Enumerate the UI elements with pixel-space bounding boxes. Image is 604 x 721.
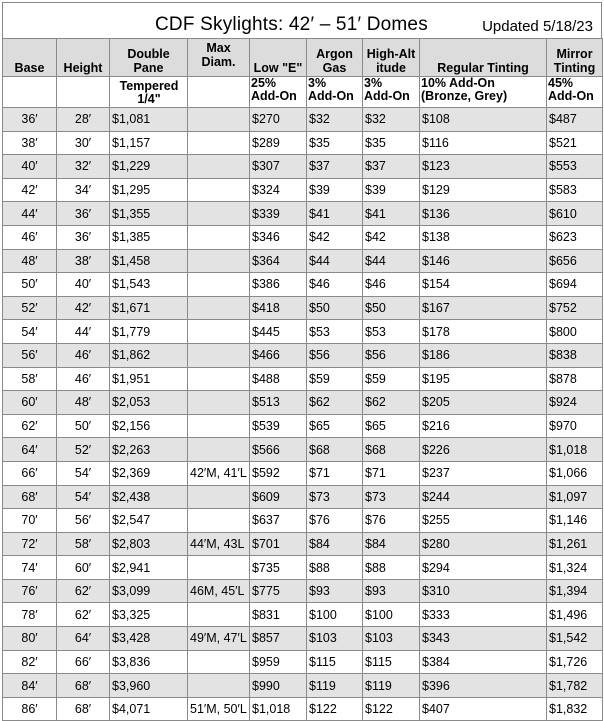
cell-height: 62′ [57,603,110,627]
cell-argon-gas: $73 [307,485,363,509]
cell-max-diam: 42′M, 41′L [188,461,250,485]
cell-low-e: $466 [250,343,307,367]
cell-high-altitude: $119 [363,674,420,698]
cell-max-diam: 46M, 45′L [188,579,250,603]
cell-low-e: $701 [250,532,307,556]
cell-mirror-tinting: $610 [547,202,603,226]
cell-regular-tinting: $116 [420,131,547,155]
cell-low-e: $445 [250,320,307,344]
header-row [3,39,603,77]
cell-high-altitude: $73 [363,485,420,509]
table-row [3,202,603,226]
cell-double-pane: $2,803 [110,532,188,556]
cell-base: 80′ [3,627,57,651]
header-double-pane: Double Pane [110,39,188,77]
cell-mirror-tinting: $694 [547,273,603,297]
table-row [3,674,603,698]
cell-high-altitude: $65 [363,414,420,438]
cell-base: 54′ [3,320,57,344]
cell-argon-gas: $35 [307,131,363,155]
cell-max-diam: 44′M, 43L [188,532,250,556]
cell-regular-tinting: $237 [420,461,547,485]
cell-low-e: $346 [250,225,307,249]
cell-double-pane: $1,385 [110,225,188,249]
cell-height: 54′ [57,485,110,509]
cell-mirror-tinting: $1,066 [547,461,603,485]
cell-regular-tinting: $255 [420,509,547,533]
cell-double-pane: $1,779 [110,320,188,344]
cell-low-e: $386 [250,273,307,297]
cell-low-e: $289 [250,131,307,155]
header-height: Height [57,39,110,77]
cell-double-pane: $2,547 [110,509,188,533]
cell-argon-gas: $115 [307,650,363,674]
cell-regular-tinting: $195 [420,367,547,391]
cell-double-pane: $2,053 [110,391,188,415]
cell-height: 46′ [57,367,110,391]
cell-max-diam [188,603,250,627]
cell-double-pane: $2,369 [110,461,188,485]
cell-argon-gas: $100 [307,603,363,627]
cell-height: 28′ [57,108,110,132]
cell-base: 72′ [3,532,57,556]
cell-argon-gas: $88 [307,556,363,580]
cell-max-diam [188,485,250,509]
cell-high-altitude: $44 [363,249,420,273]
subheader-row [3,77,603,108]
cell-regular-tinting: $244 [420,485,547,509]
cell-max-diam [188,556,250,580]
cell-mirror-tinting: $656 [547,249,603,273]
table-row [3,178,603,202]
cell-regular-tinting: $343 [420,627,547,651]
subheader-argon-gas: 3% Add-On [307,77,363,108]
cell-max-diam [188,367,250,391]
cell-argon-gas: $59 [307,367,363,391]
cell-argon-gas: $103 [307,627,363,651]
cell-mirror-tinting: $1,261 [547,532,603,556]
cell-regular-tinting: $294 [420,556,547,580]
cell-double-pane: $1,862 [110,343,188,367]
cell-high-altitude: $71 [363,461,420,485]
cell-mirror-tinting: $1,496 [547,603,603,627]
cell-max-diam [188,391,250,415]
cell-regular-tinting: $396 [420,674,547,698]
cell-argon-gas: $39 [307,178,363,202]
cell-height: 68′ [57,697,110,721]
cell-double-pane: $2,263 [110,438,188,462]
table-row [3,155,603,179]
header-max-diam: Max Diam. [188,39,250,77]
cell-base: 50′ [3,273,57,297]
cell-high-altitude: $39 [363,178,420,202]
cell-mirror-tinting: $924 [547,391,603,415]
cell-mirror-tinting: $1,018 [547,438,603,462]
cell-double-pane: $1,951 [110,367,188,391]
cell-height: 58′ [57,532,110,556]
cell-base: 36′ [3,108,57,132]
cell-regular-tinting: $310 [420,579,547,603]
cell-regular-tinting: $108 [420,108,547,132]
cell-height: 40′ [57,273,110,297]
table-row [3,296,603,320]
cell-regular-tinting: $384 [420,650,547,674]
cell-high-altitude: $50 [363,296,420,320]
cell-base: 60′ [3,391,57,415]
cell-height: 42′ [57,296,110,320]
cell-high-altitude: $84 [363,532,420,556]
cell-double-pane: $3,325 [110,603,188,627]
cell-argon-gas: $44 [307,249,363,273]
cell-low-e: $364 [250,249,307,273]
cell-argon-gas: $119 [307,674,363,698]
cell-max-diam: 49′M, 47′L [188,627,250,651]
cell-mirror-tinting: $553 [547,155,603,179]
cell-mirror-tinting: $1,542 [547,627,603,651]
cell-high-altitude: $62 [363,391,420,415]
cell-high-altitude: $46 [363,273,420,297]
subheader-regular-tinting: 10% Add-On (Bronze, Grey) [420,77,547,108]
cell-mirror-tinting: $970 [547,414,603,438]
cell-high-altitude: $42 [363,225,420,249]
cell-regular-tinting: $123 [420,155,547,179]
cell-mirror-tinting: $521 [547,131,603,155]
cell-height: 44′ [57,320,110,344]
cell-double-pane: $1,458 [110,249,188,273]
cell-height: 62′ [57,579,110,603]
cell-height: 52′ [57,438,110,462]
cell-argon-gas: $42 [307,225,363,249]
cell-low-e: $831 [250,603,307,627]
cell-height: 38′ [57,249,110,273]
subheader-base [3,77,57,108]
cell-high-altitude: $93 [363,579,420,603]
cell-regular-tinting: $154 [420,273,547,297]
table-row [3,320,603,344]
cell-base: 74′ [3,556,57,580]
cell-max-diam [188,178,250,202]
table-row [3,697,603,721]
cell-max-diam [188,650,250,674]
cell-regular-tinting: $146 [420,249,547,273]
cell-height: 48′ [57,391,110,415]
cell-max-diam [188,320,250,344]
cell-max-diam [188,438,250,462]
table-row [3,485,603,509]
cell-high-altitude: $88 [363,556,420,580]
cell-base: 70′ [3,509,57,533]
cell-double-pane: $1,671 [110,296,188,320]
cell-high-altitude: $115 [363,650,420,674]
table-row [3,131,603,155]
page-title: CDF Skylights: 42′ – 51′ Domes [155,14,428,35]
cell-regular-tinting: $226 [420,438,547,462]
cell-regular-tinting: $205 [420,391,547,415]
cell-high-altitude: $35 [363,131,420,155]
cell-base: 42′ [3,178,57,202]
cell-low-e: $609 [250,485,307,509]
cell-argon-gas: $32 [307,108,363,132]
price-table [2,38,603,721]
cell-double-pane: $4,071 [110,697,188,721]
cell-mirror-tinting: $1,832 [547,697,603,721]
cell-high-altitude: $68 [363,438,420,462]
cell-base: 48′ [3,249,57,273]
cell-double-pane: $1,081 [110,108,188,132]
cell-double-pane: $3,099 [110,579,188,603]
table-row [3,391,603,415]
cell-height: 36′ [57,202,110,226]
cell-max-diam [188,202,250,226]
header-high-altitude: High-Alt itude [363,39,420,77]
cell-max-diam [188,155,250,179]
cell-mirror-tinting: $838 [547,343,603,367]
cell-height: 64′ [57,627,110,651]
cell-base: 86′ [3,697,57,721]
cell-regular-tinting: $129 [420,178,547,202]
cell-height: 30′ [57,131,110,155]
table-row [3,627,603,651]
cell-max-diam [188,296,250,320]
table-row [3,650,603,674]
cell-high-altitude: $103 [363,627,420,651]
table-row [3,532,603,556]
cell-height: 34′ [57,178,110,202]
cell-base: 62′ [3,414,57,438]
cell-high-altitude: $100 [363,603,420,627]
cell-low-e: $488 [250,367,307,391]
cell-low-e: $959 [250,650,307,674]
cell-low-e: $539 [250,414,307,438]
table-row [3,414,603,438]
cell-base: 46′ [3,225,57,249]
cell-mirror-tinting: $583 [547,178,603,202]
cell-double-pane: $1,229 [110,155,188,179]
cell-high-altitude: $37 [363,155,420,179]
cell-max-diam [188,273,250,297]
header-regular-tinting: Regular Tinting [420,39,547,77]
cell-max-diam [188,249,250,273]
cell-low-e: $592 [250,461,307,485]
table-row [3,461,603,485]
cell-height: 54′ [57,461,110,485]
cell-low-e: $775 [250,579,307,603]
cell-mirror-tinting: $1,324 [547,556,603,580]
cell-max-diam [188,131,250,155]
subheader-max-diam [188,77,250,108]
cell-height: 46′ [57,343,110,367]
table-row [3,225,603,249]
cell-height: 56′ [57,509,110,533]
cell-argon-gas: $68 [307,438,363,462]
cell-mirror-tinting: $623 [547,225,603,249]
cell-mirror-tinting: $487 [547,108,603,132]
header-argon-gas: Argon Gas [307,39,363,77]
header-mirror-tinting: Mirror Tinting [547,39,603,77]
cell-double-pane: $1,355 [110,202,188,226]
table-row [3,438,603,462]
cell-double-pane: $2,941 [110,556,188,580]
cell-high-altitude: $56 [363,343,420,367]
cell-low-e: $1,018 [250,697,307,721]
cell-high-altitude: $59 [363,367,420,391]
cell-argon-gas: $41 [307,202,363,226]
cell-double-pane: $2,438 [110,485,188,509]
cell-double-pane: $1,157 [110,131,188,155]
cell-argon-gas: $53 [307,320,363,344]
table-row [3,603,603,627]
cell-height: 32′ [57,155,110,179]
cell-high-altitude: $41 [363,202,420,226]
cell-base: 64′ [3,438,57,462]
cell-base: 56′ [3,343,57,367]
cell-low-e: $307 [250,155,307,179]
cell-regular-tinting: $178 [420,320,547,344]
subheader-high-altitude: 3% Add-On [363,77,420,108]
cell-argon-gas: $50 [307,296,363,320]
cell-mirror-tinting: $1,097 [547,485,603,509]
cell-base: 82′ [3,650,57,674]
cell-max-diam [188,509,250,533]
cell-base: 78′ [3,603,57,627]
cell-double-pane: $3,960 [110,674,188,698]
cell-base: 38′ [3,131,57,155]
subheader-low-e: 25% Add-On [250,77,307,108]
cell-regular-tinting: $280 [420,532,547,556]
cell-low-e: $735 [250,556,307,580]
table-row [3,556,603,580]
cell-argon-gas: $71 [307,461,363,485]
cell-base: 58′ [3,367,57,391]
cell-base: 44′ [3,202,57,226]
cell-height: 66′ [57,650,110,674]
cell-argon-gas: $84 [307,532,363,556]
table-row [3,579,603,603]
header-base: Base [3,39,57,77]
cell-high-altitude: $32 [363,108,420,132]
cell-low-e: $637 [250,509,307,533]
subheader-double-pane: Tempered 1/4" [110,77,188,108]
cell-argon-gas: $46 [307,273,363,297]
table-row [3,367,603,391]
cell-max-diam: 51′M, 50′L [188,697,250,721]
table-row [3,273,603,297]
cell-regular-tinting: $216 [420,414,547,438]
cell-mirror-tinting: $752 [547,296,603,320]
cell-max-diam [188,674,250,698]
cell-mirror-tinting: $1,726 [547,650,603,674]
cell-base: 40′ [3,155,57,179]
table-row [3,108,603,132]
cell-argon-gas: $93 [307,579,363,603]
cell-max-diam [188,108,250,132]
header-low-e: Low "E" [250,39,307,77]
cell-high-altitude: $53 [363,320,420,344]
title-bar [2,2,602,38]
cell-regular-tinting: $167 [420,296,547,320]
cell-double-pane: $3,428 [110,627,188,651]
cell-low-e: $566 [250,438,307,462]
cell-height: 68′ [57,674,110,698]
table-row [3,509,603,533]
cell-regular-tinting: $333 [420,603,547,627]
cell-height: 50′ [57,414,110,438]
subheader-height [57,77,110,108]
cell-low-e: $418 [250,296,307,320]
cell-mirror-tinting: $1,146 [547,509,603,533]
cell-double-pane: $3,836 [110,650,188,674]
cell-height: 60′ [57,556,110,580]
cell-high-altitude: $76 [363,509,420,533]
cell-low-e: $324 [250,178,307,202]
cell-regular-tinting: $138 [420,225,547,249]
cell-low-e: $857 [250,627,307,651]
cell-low-e: $270 [250,108,307,132]
updated-date: Updated 5/18/23 [482,18,593,35]
cell-low-e: $990 [250,674,307,698]
cell-base: 68′ [3,485,57,509]
cell-mirror-tinting: $1,394 [547,579,603,603]
cell-argon-gas: $37 [307,155,363,179]
cell-regular-tinting: $136 [420,202,547,226]
subheader-mirror-tinting: 45% Add-On [547,77,603,108]
cell-regular-tinting: $407 [420,697,547,721]
cell-mirror-tinting: $800 [547,320,603,344]
cell-height: 36′ [57,225,110,249]
price-sheet [0,2,604,718]
cell-double-pane: $1,543 [110,273,188,297]
cell-argon-gas: $76 [307,509,363,533]
cell-low-e: $513 [250,391,307,415]
cell-low-e: $339 [250,202,307,226]
cell-double-pane: $2,156 [110,414,188,438]
cell-argon-gas: $56 [307,343,363,367]
cell-max-diam [188,343,250,367]
cell-double-pane: $1,295 [110,178,188,202]
cell-argon-gas: $122 [307,697,363,721]
cell-argon-gas: $62 [307,391,363,415]
table-row [3,343,603,367]
cell-base: 52′ [3,296,57,320]
cell-mirror-tinting: $878 [547,367,603,391]
cell-argon-gas: $65 [307,414,363,438]
cell-regular-tinting: $186 [420,343,547,367]
cell-mirror-tinting: $1,782 [547,674,603,698]
cell-high-altitude: $122 [363,697,420,721]
price-rows [3,108,603,721]
table-row [3,249,603,273]
cell-base: 66′ [3,461,57,485]
cell-max-diam [188,414,250,438]
cell-max-diam [188,225,250,249]
cell-base: 76′ [3,579,57,603]
cell-base: 84′ [3,674,57,698]
